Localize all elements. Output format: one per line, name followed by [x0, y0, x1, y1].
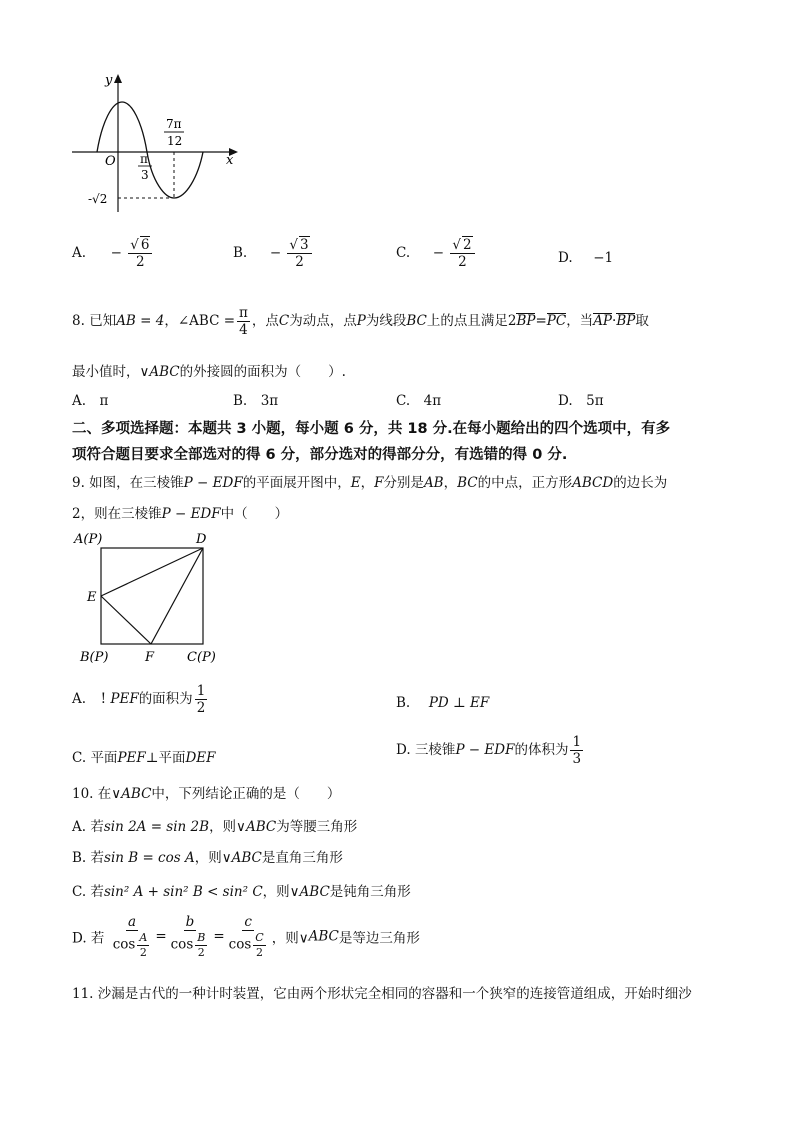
q11-line1: 11. 沙漏是古代的一种计时装置，它由两个形状完全相同的容器和一个狭窄的连接管道组成，开始时细沙 [72, 986, 692, 1002]
q8-line2: 最小值时，∨ABC的外接圆的面积为（ ）. [72, 364, 346, 380]
label-d: D [196, 532, 207, 547]
label-e: E [87, 590, 97, 605]
q9-option-b[interactable]: B. PD ⊥ EF [396, 695, 490, 711]
q10-d-fraction-c: c cos $\frac{C}{2}$ [228, 914, 264, 959]
q9-square-diagram [70, 528, 230, 670]
origin-label: O [105, 154, 116, 169]
q10-option-c[interactable]: C. 若sin² A + sin² B < sin² C，则∨ABC是钝角三角形 [72, 884, 411, 900]
q10-option-a[interactable]: A. 若sin 2A = sin 2B，则∨ABC为等腰三角形 [72, 819, 358, 835]
q10-title: 10. 在∨ABC中，下列结论正确的是（ ） [72, 786, 341, 802]
y-axis-arrow [114, 74, 122, 83]
q7-option-c[interactable]: C. − $\frac{√ 2}{2}$ [396, 238, 477, 269]
q8-line1: 8. 已知AB = 4，∠ABC = $\frac{\pi}{4}$ ，点C为动点，点P为线段BC上的点且满足2BP=PC，当AP·BP取 [72, 305, 649, 339]
segment-ef [101, 596, 151, 644]
7pi-over-12-num: 7π [166, 117, 182, 131]
q7-a-fraction: $\frac{√ 6}{2}$ [128, 238, 152, 269]
x-axis-label: x [226, 153, 234, 168]
q10-option-b[interactable]: B. 若sin B = cos A，则∨ABC是直角三角形 [72, 850, 343, 866]
q9-line2: 2，则在三棱锥P − EDF中（ ） [72, 506, 289, 522]
label-f: F [145, 650, 155, 665]
square-abcd [101, 548, 203, 644]
q7-option-b[interactable]: B. − $\frac{√ 3}{2}$ [233, 238, 314, 269]
7pi-over-12-den: 12 [167, 134, 183, 148]
sine-graph [70, 72, 250, 222]
section2-header-line2: 项符合题目要求全部选对的得 6 分，部分选对的得部分分，有选错的得 0 分. [72, 447, 568, 463]
segment-df [151, 548, 203, 644]
q9-option-a[interactable]: A. ! PEF的面积为 $\frac{1}{2}$ [72, 683, 206, 717]
q9-option-d[interactable]: D. 三棱锥P − EDF的体积为 $\frac{1}{3}$ [396, 734, 582, 768]
label-a-p: A(P) [74, 532, 103, 547]
q7-option-a[interactable]: A. − $\frac{√ 6}{2}$ [72, 238, 154, 269]
section2-header-line1: 二、多项选择题：本题共 3 小题，每小题 6 分，共 18 分.在每小题给出的四个选项中，有多 [72, 421, 671, 437]
q7-option-d[interactable]: D. −1 [558, 250, 614, 266]
q8-option-d[interactable]: D. 5π [558, 393, 604, 409]
y-axis-label: y [105, 73, 113, 88]
pi-over-3-num: π [140, 152, 148, 166]
q8-option-a[interactable]: A. π [72, 393, 109, 409]
q10-d-fraction-a: a cos $\frac{A}{2}$ [112, 914, 148, 959]
q9-option-c[interactable]: C. 平面PEF⊥平面DEF [72, 750, 216, 766]
q10-d-fraction-b: b cos $\frac{B}{2}$ [170, 914, 206, 959]
q7-b-fraction: $\frac{√ 3}{2}$ [287, 238, 311, 269]
q8-option-c[interactable]: C. 4π [396, 393, 442, 409]
label-c-p: C(P) [187, 650, 216, 665]
q9-line1: 9. 如图，在三棱锥P − EDF的平面展开图中，E，F分别是AB，BC的中点，正方形ABCD的边长为 [72, 475, 668, 491]
q7-c-fraction: $\frac{√ 2}{2}$ [450, 238, 474, 269]
q10-option-d[interactable]: D. 若 a cos $\frac{A}{2}$ = b cos $\frac{B}{2}$ = c cos $\frac{C}{2}$ ，则∨ABC是等边三角形 [72, 914, 420, 959]
sine-curve [97, 102, 203, 198]
label-b-p: B(P) [80, 650, 109, 665]
y-min-label: -√2 [88, 192, 108, 206]
q8-option-b[interactable]: B. 3π [233, 393, 279, 409]
pi-over-3-den: 3 [141, 168, 149, 182]
segment-ed [101, 548, 203, 596]
